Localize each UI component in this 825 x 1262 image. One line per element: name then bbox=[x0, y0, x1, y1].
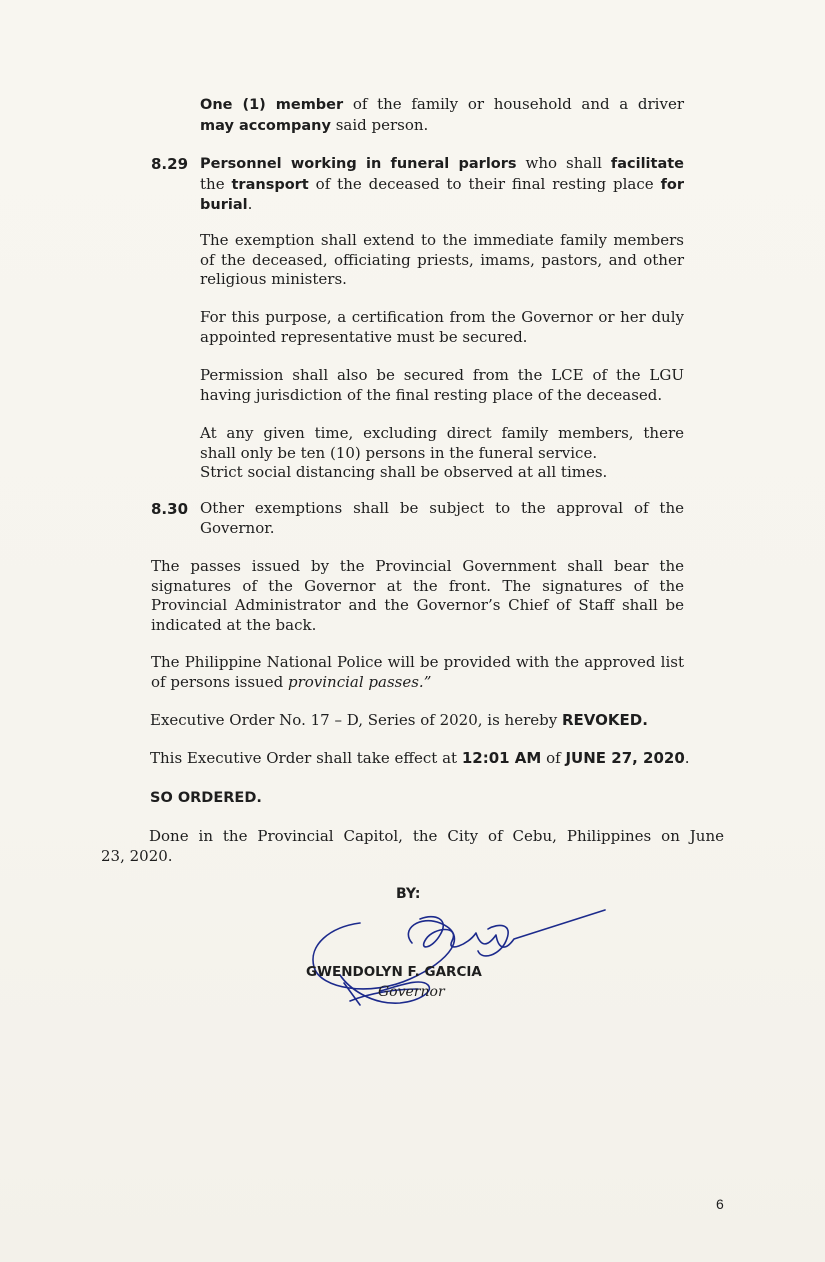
para-passes: The passes issued by the Provincial Government shall bear the signatures of the Governor at the front. The signatures of the Provincial Administrator and the Governor’s Chief of Staff shall be indicated at the back. bbox=[151, 557, 684, 634]
item-number-830: 8.30 bbox=[151, 500, 189, 518]
page-number: 6 bbox=[716, 1196, 724, 1212]
bold-time: 12:01 AM bbox=[461, 749, 542, 767]
bold-personnel: Personnel working in funeral parlors bbox=[200, 156, 517, 172]
bold-burial: burial bbox=[200, 197, 248, 213]
para-pnp bbox=[151, 653, 684, 692]
para-done bbox=[101, 827, 724, 866]
done-line-1: Done in the Provincial Capitol, the City of Cebu, Philippines on June bbox=[149, 827, 724, 845]
bold-revoked: REVOKED. bbox=[561, 711, 648, 729]
item-829-t2: who shall bbox=[516, 154, 611, 172]
revoke-text: Executive Order No. 17 – D, Series of 2020, is hereby bbox=[150, 711, 562, 729]
effect-text-1: This Executive Order shall take effect at bbox=[150, 749, 462, 767]
done-line-2: 23, 2020. bbox=[101, 846, 173, 865]
by-label: BY: bbox=[396, 886, 421, 902]
item-number-829: 8.29 bbox=[151, 155, 189, 173]
para-exemption: The exemption shall extend to the immediate family members of the deceased, officiating priests, imams, pastors, and other religious ministers. bbox=[200, 231, 684, 288]
item-829-t4: the bbox=[200, 174, 232, 193]
item-829-t6: of the deceased to their final resting place bbox=[308, 174, 661, 193]
signature-icon bbox=[300, 905, 610, 1015]
para-intro bbox=[200, 95, 684, 136]
intro-text-2: said person. bbox=[330, 115, 429, 134]
so-ordered-text: SO ORDERED. bbox=[150, 790, 262, 806]
para-certification: For this purpose, a certification from the Governor or her duly appointed representative must be secured. bbox=[200, 308, 684, 346]
any-time-line-2: Strict social distancing shall be observed at all times. bbox=[200, 463, 608, 481]
intro-text-1: of the family or household and a driver bbox=[343, 95, 684, 113]
any-time-line-1: At any given time, excluding direct family members, there shall only be ten (10) persons in the funeral service. bbox=[200, 424, 684, 462]
effect-text-3: . bbox=[684, 749, 690, 767]
item-829-t9: . bbox=[247, 195, 253, 213]
para-revoke bbox=[150, 711, 710, 731]
bold-transport: transport bbox=[231, 176, 309, 193]
para-any-time bbox=[200, 424, 684, 483]
item-829-text bbox=[200, 154, 684, 216]
pnp-italic: provincial passes.” bbox=[287, 672, 432, 691]
effect-text-2: of bbox=[541, 749, 566, 767]
so-ordered bbox=[150, 788, 262, 809]
item-830-text: Other exemptions shall be subject to the approval of the Governor. bbox=[200, 499, 684, 537]
bold-facilitate: facilitate bbox=[610, 156, 685, 172]
para-permission: Permission shall also be secured from the LCE of the LGU having jurisdiction of the final resting place of the deceased. bbox=[200, 366, 684, 404]
bold-may-accompany: may accompany bbox=[200, 117, 331, 134]
signatory-title: Governor bbox=[378, 984, 445, 1000]
bold-for: for bbox=[660, 176, 684, 193]
signatory-name: GWENDOLYN F. GARCIA bbox=[306, 964, 482, 980]
pnp-text: The Philippine National Police will be provided with the approved list of persons issued bbox=[151, 653, 684, 691]
bold-date: JUNE 27, 2020 bbox=[565, 749, 685, 767]
para-effect bbox=[150, 749, 750, 769]
bold-one-member: One (1) member bbox=[200, 97, 344, 113]
